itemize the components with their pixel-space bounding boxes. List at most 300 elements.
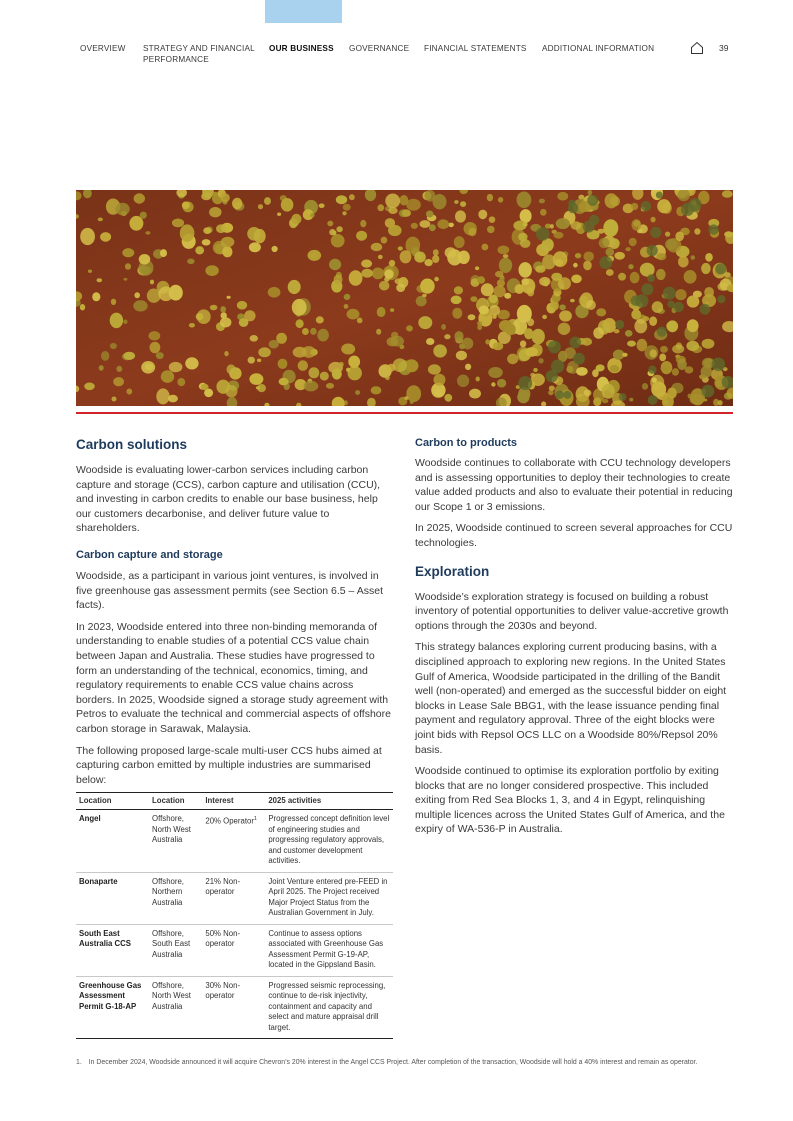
bush-texture (487, 194, 493, 201)
bush-texture (549, 307, 554, 311)
bush-texture (447, 249, 462, 265)
shrub-texture (717, 295, 725, 303)
bush-texture (310, 213, 315, 217)
nav-governance[interactable]: GOVERNANCE (349, 44, 410, 53)
bush-texture (540, 209, 547, 216)
bush-texture (523, 222, 528, 227)
bush-texture (665, 239, 677, 250)
bush-texture (202, 239, 211, 245)
bush-texture (264, 197, 271, 205)
bush-texture (80, 304, 85, 310)
bush-texture (665, 232, 670, 237)
bush-texture (237, 301, 247, 310)
column-header: Interest (202, 793, 265, 810)
bush-texture (205, 265, 218, 276)
bush-texture (469, 389, 481, 399)
bush-texture (481, 283, 494, 296)
bush-texture (596, 364, 605, 371)
shrub-texture (570, 337, 582, 349)
shrub-texture (641, 283, 653, 295)
bush-texture (101, 351, 109, 361)
bush-texture (418, 316, 432, 329)
hub-name: Angel (76, 810, 149, 873)
bush-texture (126, 389, 132, 395)
bush-texture (182, 202, 190, 210)
bush-texture (578, 195, 584, 200)
bush-texture (92, 292, 100, 301)
bush-texture (570, 299, 575, 303)
bush-texture (586, 300, 596, 310)
bush-texture (498, 197, 503, 203)
bush-texture (507, 354, 518, 365)
bush-texture (630, 272, 640, 284)
bush-texture (172, 219, 184, 228)
bush-texture (257, 359, 261, 363)
ccs-heading: Carbon capture and storage (76, 548, 223, 561)
bush-texture (110, 343, 117, 349)
bush-texture (249, 242, 261, 252)
bush-texture (454, 286, 463, 294)
hub-activities: Progressed concept definition level of engineering studies and progressing regulatory approvals, and customer development activities. (265, 810, 393, 873)
bush-texture (497, 379, 506, 388)
bush-texture (419, 220, 430, 228)
bush-texture (599, 238, 610, 249)
bush-texture (582, 338, 593, 346)
nav-financial-statements[interactable]: FINANCIAL STATEMENTS (424, 44, 527, 53)
bush-texture (196, 313, 204, 320)
bush-texture (227, 364, 236, 374)
bush-texture (326, 383, 334, 389)
hub-interest: 30% Non-operator (202, 976, 265, 1039)
bush-texture (606, 269, 614, 276)
bush-texture (642, 383, 648, 390)
bush-texture (434, 277, 439, 282)
bush-texture (672, 345, 684, 354)
table-row (76, 872, 393, 924)
shrub-texture (563, 391, 571, 399)
bush-texture (123, 278, 127, 281)
shrub-texture (708, 224, 718, 234)
bush-texture (388, 225, 402, 236)
bush-texture (150, 342, 161, 354)
shrub-texture (656, 192, 663, 199)
bush-texture (489, 216, 496, 223)
shrub-texture (715, 263, 726, 274)
bush-texture (543, 279, 550, 286)
bush-texture (227, 296, 231, 299)
bush-texture (406, 385, 421, 402)
bush-texture (614, 329, 620, 333)
bush-texture (122, 248, 134, 257)
bush-texture (702, 339, 715, 349)
bush-texture (571, 221, 582, 230)
bush-texture (341, 344, 355, 355)
home-icon[interactable] (690, 41, 704, 55)
nav-additional-information[interactable]: ADDITIONAL INFORMATION (542, 44, 655, 53)
bush-texture (221, 193, 230, 202)
bush-texture (160, 249, 167, 257)
bush-texture (520, 340, 526, 347)
nav-overview[interactable]: OVERVIEW (80, 44, 126, 53)
bush-texture (189, 323, 195, 328)
bush-texture (98, 218, 103, 222)
bush-texture (478, 210, 487, 220)
bush-texture (316, 316, 324, 323)
bush-texture (410, 400, 414, 404)
bush-texture (610, 365, 620, 373)
bush-texture (216, 224, 226, 233)
bush-texture (342, 211, 346, 215)
bush-texture (140, 212, 147, 219)
exploration-paragraph-1: Woodside’s exploration strategy is focused on building a robust inventory of potential opportunities to deliver value-accretive growth options through the 2030s and beyond. (415, 590, 729, 632)
bush-texture (381, 237, 388, 244)
bush-texture (694, 228, 700, 234)
ccs-hubs-table (76, 792, 393, 1039)
bush-texture (134, 193, 145, 203)
hub-activities: Progressed seismic reprocessing, continue to de-risk injectivity, containment and capacity and select and mature appraisal drill target. (265, 976, 393, 1039)
bush-texture (161, 370, 174, 383)
bush-texture (527, 288, 534, 296)
bush-texture (517, 305, 532, 323)
bush-texture (347, 309, 360, 320)
bush-texture (400, 250, 412, 263)
bush-texture (250, 335, 258, 342)
bush-texture (651, 382, 666, 398)
bush-texture (539, 358, 544, 363)
bush-texture (631, 309, 641, 319)
bush-texture (279, 378, 289, 386)
bush-texture (387, 337, 398, 347)
bush-texture (291, 214, 301, 224)
bush-texture (687, 295, 700, 307)
bush-texture (385, 376, 390, 381)
bush-texture (664, 369, 670, 374)
bush-texture (139, 254, 151, 265)
shrub-texture (663, 287, 676, 300)
bush-texture (348, 356, 360, 368)
bush-texture (444, 334, 450, 339)
bush-texture (629, 238, 637, 246)
ccs-paragraph-3: The following proposed large-scale multi-user CCS hubs aimed at capturing carbon emitted by multiple industries are summarised below: (76, 744, 382, 786)
bush-texture (605, 193, 618, 208)
bush-texture (319, 203, 325, 208)
aerial-landscape-photo (76, 190, 733, 406)
bush-texture (378, 255, 383, 259)
bush-texture (124, 352, 136, 360)
bush-texture (452, 308, 462, 319)
bush-texture (456, 351, 467, 361)
bush-texture (177, 378, 185, 386)
bush-texture (559, 304, 566, 310)
shrub-texture (548, 341, 561, 354)
shrub-texture (648, 395, 658, 405)
bush-texture (277, 213, 281, 216)
bush-texture (111, 299, 116, 305)
bush-texture (549, 386, 555, 391)
bush-texture (112, 397, 117, 402)
bush-texture (133, 300, 147, 311)
bush-texture (685, 366, 694, 373)
bush-texture (643, 316, 650, 321)
bush-texture (376, 329, 381, 335)
bush-texture (652, 378, 657, 383)
hub-location: Offshore, Northern Australia (149, 872, 202, 924)
bush-texture (125, 263, 131, 269)
bush-texture (628, 264, 633, 269)
page-number: 39 (719, 43, 729, 53)
bush-texture (533, 368, 538, 372)
bush-texture (310, 328, 317, 335)
right-column (415, 436, 733, 837)
shrub-texture (702, 385, 715, 398)
bush-texture (210, 305, 218, 311)
bush-texture (593, 397, 601, 406)
hub-name: South East Australia CCS (76, 924, 149, 976)
bush-texture (651, 217, 656, 223)
bush-texture (169, 285, 183, 301)
hub-location: Offshore, North West Australia (149, 976, 202, 1039)
shrub-texture (648, 366, 656, 374)
bush-texture (329, 259, 341, 270)
bush-texture (332, 368, 342, 379)
bush-texture (156, 388, 169, 404)
bush-texture (396, 283, 405, 292)
bush-texture (659, 354, 666, 362)
bush-texture (390, 308, 394, 312)
bush-texture (627, 341, 636, 347)
bush-texture (428, 364, 441, 374)
bush-texture (517, 192, 532, 209)
bush-texture (336, 195, 347, 204)
bush-texture (499, 258, 512, 273)
bush-texture (201, 384, 209, 390)
column-header: 2025 activities (265, 793, 393, 810)
bush-texture (573, 263, 578, 268)
shrub-texture (631, 295, 642, 306)
bush-texture (429, 224, 436, 231)
bush-texture (424, 259, 432, 266)
bush-texture (603, 219, 618, 237)
bush-texture (606, 248, 615, 256)
footnote (76, 1058, 736, 1067)
bush-texture (449, 223, 454, 228)
bush-texture (676, 356, 686, 364)
bush-texture (657, 199, 671, 213)
bush-texture (675, 232, 684, 242)
bush-texture (593, 327, 604, 339)
bush-texture (232, 198, 242, 209)
bush-texture (406, 325, 413, 331)
hub-name: Greenhouse Gas Assessment Permit G-18-AP (76, 976, 149, 1039)
bush-texture (141, 361, 155, 374)
bush-texture (505, 324, 516, 336)
bush-texture (150, 280, 154, 285)
bush-texture (476, 377, 480, 382)
nav-our-business[interactable]: OUR BUSINESS (269, 44, 334, 53)
bush-texture (532, 329, 545, 344)
bush-texture (609, 238, 620, 249)
bush-texture (244, 310, 255, 321)
bush-texture (687, 319, 699, 332)
exploration-heading: Exploration (415, 563, 490, 579)
bush-texture (477, 276, 485, 284)
bush-texture (149, 331, 161, 340)
bush-texture (411, 223, 418, 229)
left-column (76, 436, 394, 787)
bush-texture (499, 276, 504, 281)
bush-texture (451, 296, 462, 305)
ccs-paragraph-2: In 2023, Woodside entered into three non-binding memoranda of understanding to enable studies of a potential CCS value chain between Japan and Australia. These studies have progressed to form an understanding of the technical, economics, timing, and regulatory requirements to enable CCS value chains across borders. In 2025, Woodside signed a storage study agreement with Petros to evaluate the technical and commercial aspects of offshore carbon storage in Sarawak, Malaysia. (76, 620, 391, 735)
bush-texture (722, 190, 733, 198)
bush-texture (684, 270, 697, 284)
bush-texture (460, 201, 466, 207)
bush-texture (402, 209, 411, 216)
bush-texture (288, 280, 301, 294)
bush-texture (470, 296, 477, 302)
bush-texture (625, 330, 633, 337)
bush-texture (361, 269, 373, 278)
bush-texture (292, 299, 307, 316)
bush-texture (652, 301, 663, 313)
bush-texture (678, 256, 689, 268)
bush-texture (559, 310, 572, 321)
ctp-paragraph-1: Woodside continues to collaborate with CCU technology developers and is assessing opportunities to deploy their technologies to create value added products and also to evaluate their potential in reducing our Scope 1 or 3 emissions. (415, 457, 733, 513)
bush-texture (550, 224, 554, 229)
bush-texture (371, 386, 382, 394)
nav-strategy[interactable]: STRATEGY AND FINANCIAL PERFORMANCE (143, 44, 255, 64)
table-row (76, 810, 393, 873)
shrub-texture (587, 195, 598, 206)
bush-texture (355, 390, 360, 395)
bush-texture (248, 357, 255, 364)
bush-texture (343, 204, 351, 211)
bush-texture (520, 239, 530, 248)
bush-texture (468, 228, 476, 236)
bush-texture (494, 285, 506, 297)
bush-texture (588, 190, 593, 195)
bush-texture (258, 347, 271, 357)
shrub-texture (573, 353, 585, 365)
bush-texture (492, 314, 497, 319)
bush-texture (348, 366, 362, 380)
bush-texture (426, 211, 434, 218)
shrub-texture (647, 274, 655, 282)
bush-texture (195, 246, 204, 254)
shrub-texture (650, 227, 661, 238)
bush-texture (209, 207, 221, 217)
bush-texture (377, 204, 384, 211)
bush-texture (349, 194, 355, 200)
shrub-texture (712, 358, 726, 372)
bush-texture (156, 352, 164, 359)
bush-texture (479, 305, 489, 314)
bush-texture (724, 272, 731, 277)
bush-texture (433, 344, 447, 357)
bush-texture (491, 382, 495, 386)
bush-texture (504, 293, 511, 299)
bush-texture (649, 316, 657, 326)
bush-texture (360, 220, 366, 227)
bush-texture (433, 249, 439, 256)
shrub-texture (647, 245, 658, 256)
bush-texture (256, 386, 260, 389)
bush-texture (432, 255, 439, 263)
table-header-row (76, 793, 393, 810)
bush-texture (404, 396, 408, 400)
bush-texture (304, 381, 319, 392)
bush-texture (302, 346, 316, 358)
bush-texture (691, 255, 696, 260)
bush-texture (441, 324, 446, 330)
bush-texture (503, 254, 509, 258)
table-row (76, 976, 393, 1039)
bush-texture (553, 251, 568, 267)
hub-activities: Joint Venture entered pre-FEED in April 2025. The Project received Major Project Status from the Australian Government in July. (265, 872, 393, 924)
bush-texture (539, 199, 545, 204)
bush-texture (169, 362, 183, 372)
bush-texture (468, 314, 476, 320)
bush-texture (372, 268, 384, 280)
bush-texture (344, 304, 349, 309)
bush-texture (180, 224, 195, 241)
bush-texture (278, 359, 288, 369)
section-divider (76, 412, 733, 414)
bush-texture (656, 269, 666, 280)
bush-texture (631, 203, 638, 210)
bush-texture (99, 365, 104, 371)
bush-texture (556, 218, 570, 229)
bush-texture (618, 273, 626, 281)
bush-texture (249, 373, 263, 385)
bush-texture (444, 394, 452, 402)
bush-texture (317, 329, 329, 342)
bush-texture (272, 246, 278, 252)
bush-texture (385, 194, 400, 209)
bush-texture (557, 192, 568, 201)
bush-texture (667, 320, 678, 332)
shrub-texture (615, 320, 624, 329)
bush-texture (672, 368, 679, 376)
bush-texture (583, 252, 594, 262)
bush-texture (327, 221, 333, 227)
bush-texture (395, 278, 403, 284)
shrub-texture (555, 390, 564, 399)
bush-texture (220, 306, 226, 313)
bush-texture (224, 351, 228, 356)
bush-texture (571, 275, 582, 284)
bush-texture (422, 294, 427, 297)
bush-texture (650, 349, 657, 357)
hub-location: Offshore, North West Australia (149, 810, 202, 873)
bush-texture (705, 253, 713, 262)
bush-texture (459, 343, 465, 349)
bush-texture (420, 279, 435, 294)
top-navigation (0, 43, 793, 73)
bush-texture (331, 234, 345, 247)
bush-texture (377, 307, 386, 317)
bush-texture (222, 246, 232, 257)
bush-texture (268, 287, 281, 298)
hub-location: Offshore, South East Australia (149, 924, 202, 976)
bush-texture (357, 318, 363, 324)
hub-interest: 21% Non-operator (202, 872, 265, 924)
bush-texture (487, 226, 495, 233)
bush-texture (524, 328, 533, 339)
shrub-texture (583, 221, 595, 233)
bush-texture (247, 227, 261, 241)
bush-texture (281, 198, 294, 212)
footnote-text: In December 2024, Woodside announced it will acquire Chevron’s 20% interest in the Angel CCS Project. After completion of the transaction, Woodside will hold a 40% interest and remain as operator. (88, 1059, 698, 1066)
